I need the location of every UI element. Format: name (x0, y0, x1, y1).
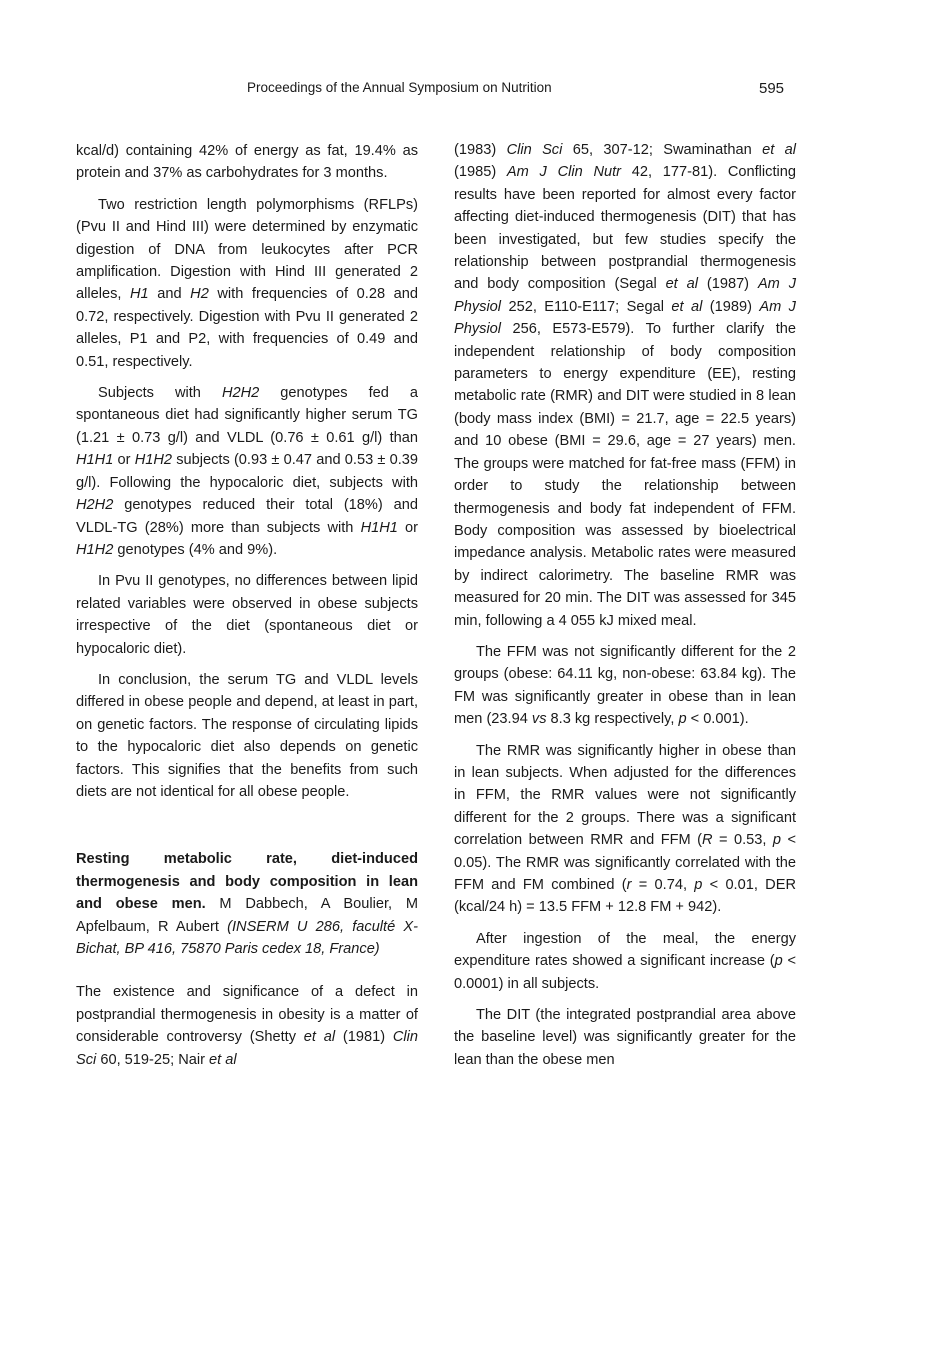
paragraph: The existence and significance of a defect in postprandial thermogenesis in obesity is a matter of considerable controversy (Shetty et al (1981) Clin Sci 60, 519-25; Nair et al (76, 984, 419, 1068)
right-column (454, 139, 796, 1080)
paragraph: After ingestion of the meal, the energy expenditure rates showed a significant increase (p < 0.0001) in all subjects. (454, 930, 796, 992)
running-header (0, 80, 930, 102)
paragraph: kcal/d) containing 42% of energy as fat, 19.4% as protein and 37% as carbohydrates for 3 months. (76, 143, 418, 182)
abstract-authors: M Dabbech, A Boulier, M Apfelbaum, R Aubert (76, 896, 419, 935)
paragraph: Subjects with H2H2 genotypes fed a spontaneous diet had significantly higher serum TG (1.21 ± 0.73 g/l) and VLDL (0.76 ± 0.61 g/l) than H1H1 or H1H2 subjects (0.93 ± 0.47 and 0.53 ± 0.39 g/l). Following the hypocaloric diet, subjects with H2H2 genotypes reduced their total (18%) and VLDL-TG (28%) more than subjects with H1H1 or H1H2 genotypes (4% and 9%). (76, 385, 419, 558)
abstract-title: Resting metabolic rate, diet-induced thermogenesis and body composition in lean and obese men. (76, 851, 418, 913)
paragraph: The RMR was significantly higher in obese than in lean subjects. When adjusted for the differences in FFM, the RMR values were not significantly different for the 2 groups. There was a significant correlation between RMR and FFM (R = 0.53, p < 0.05). The RMR was significantly correlated with the FFM and FM combined (r = 0.74, p < 0.01, DER (kcal/24 h) = 13.5 FFM + 12.8 FM + 942). (454, 742, 797, 916)
page-number: 595 (759, 80, 785, 97)
abstract-heading (76, 848, 418, 960)
paragraph: (1983) Clin Sci 65, 307-12; Swaminathan et al (1985) Am J Clin Nutr 42, 177-81). Conflicting results have been reported for almost every factor affecting diet-induced thermogenesis (DIT) that has been investigated, but few studies specify the relationship between postprandial thermogenesis and body composition (Segal et al (1987) Am J Physiol 252, E110-E117; Segal et al (1989) Am J Physiol 256, E573-E579). To further clarify the independent relationship of body composition parameters to energy expenditure (EE), resting metabolic rate (RMR) and DIT were studied in 8 lean (body mass index (BMI) = 21.7, age = 22.5 years) and 10 obese (BMI = 29.6, age = 27 years) men. The groups were matched for fat-free mass (FFM) in order to study the relationship between thermogenesis and body fat independent of FFM. Body composition was assessed by bioelectrical impedance analysis. Metabolic rates were measured by indirect calorimetry. The baseline RMR was measured for 20 min. The DIT was assessed for 345 min, following a 4 055 kJ mixed meal. (454, 142, 797, 629)
left-column (76, 140, 418, 1080)
paragraph: The DIT (the integrated postprandial area above the baseline level) was significantly greater for the lean than the obese men (454, 1007, 796, 1068)
paragraph: In Pvu II genotypes, no differences between lipid related variables were observed in obese subjects irrespective of the diet (spontaneous diet or hypocaloric diet). (76, 573, 418, 657)
paragraph: The FFM was not significantly different for the 2 groups (obese: 64.11 kg, non-obese: 63.84 kg). The FM was significantly greater in obese than in lean men (23.94 vs 8.3 kg respectively, p < 0.001). (454, 643, 796, 728)
paragraph: In conclusion, the serum TG and VLDL levels differed in obese people and depend, at least in part, on genetic factors. The response of circulating lipids to the hypocaloric diet also depends on genetic factors. This signifies that the benefits from such diets are not identical for all obese people. (76, 671, 418, 800)
paragraph: Two restriction length polymorphisms (RFLPs) (Pvu II and Hind III) were determined by enzymatic digestion of DNA from leukocytes after PCR amplification. Digestion with Hind III generated 2 alleles, H1 and H2 with frequencies of 0.28 and 0.72, respectively. Digestion with Pvu II generated 2 alleles, P1 and P2, with frequencies of 0.49 and 0.51, respectively. (76, 196, 418, 370)
running-title: Proceedings of the Annual Symposium on Nutrition (247, 80, 552, 95)
abstract-affiliation: (INSERM U 286, faculté X-Bichat, BP 416, 75870 Paris cedex 18, France) (76, 918, 418, 957)
